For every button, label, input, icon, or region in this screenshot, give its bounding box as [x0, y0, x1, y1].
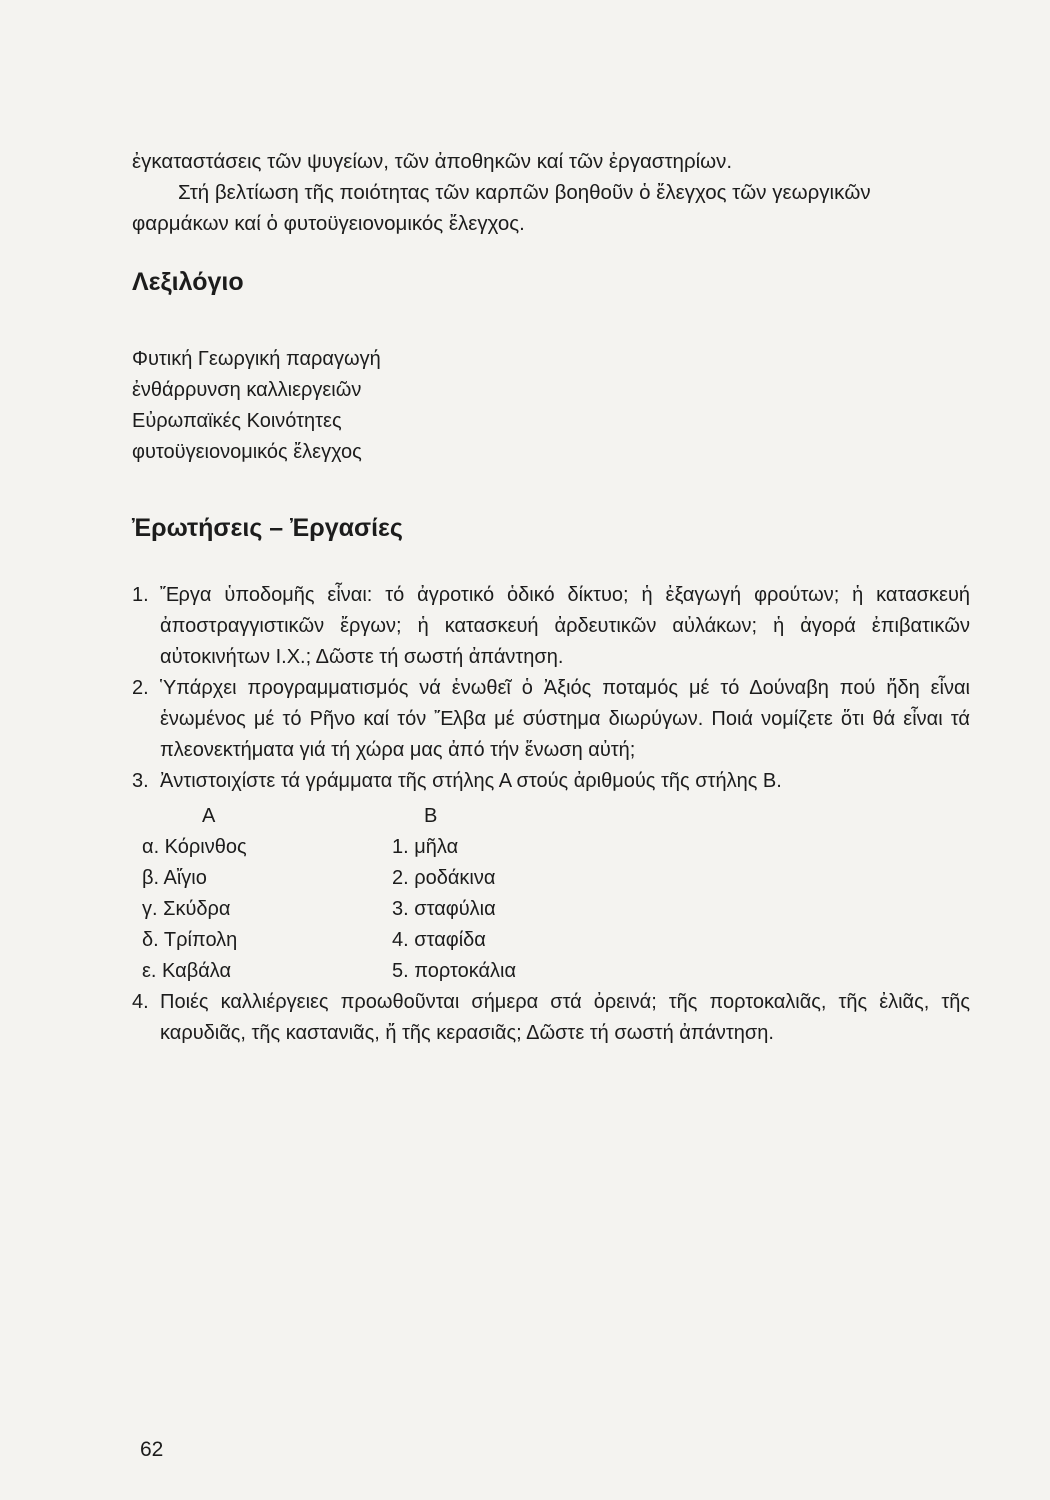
matching-header	[132, 801, 970, 832]
vocabulary-item: Φυτική Γεωργική παραγωγή	[132, 348, 381, 370]
matching-row	[132, 832, 970, 863]
questions-heading: Ἐρωτήσεις – Ἐργασίες	[132, 514, 403, 542]
question-number: 2.	[132, 677, 149, 699]
question-2	[132, 673, 970, 766]
matching-row	[132, 925, 970, 956]
column-a-item: γ. Σκύδρα	[142, 898, 231, 920]
column-a-item: ε. Καβάλα	[142, 960, 232, 982]
intro-line: ἐγκαταστάσεις τῶν ψυγείων, τῶν ἀποθηκῶν καί τῶν ἐργαστηρίων.	[132, 150, 733, 173]
column-a-label: Α	[202, 805, 216, 827]
column-b-label: Β	[424, 805, 438, 827]
column-a-item: α. Κόρινθος	[142, 836, 247, 858]
vocabulary-list	[132, 344, 381, 468]
question-number: 1.	[132, 584, 149, 606]
question-text: Ἔργα ὑποδομῆς εἶναι: τό ἀγροτικό ὁδικό δίκτυο; ἡ ἐξαγωγή φρούτων; ἡ κατασκευή ἀποστραγγιστικῶν ἔργων; ἡ κατασκευή ἀρδευτικῶν αὐλάκων; ἡ ἀγορά ἐπιβατικῶν αὐτοκινήτων Ι.Χ.; Δῶστε τή σωστή ἀπάντηση.	[160, 584, 970, 668]
intro-text	[132, 146, 972, 239]
question-number: 3.	[132, 770, 149, 792]
vocabulary-item: ἐνθάρρυνση καλλιεργειῶν	[132, 379, 362, 401]
questions-list	[132, 580, 970, 1049]
column-b-item: 3. σταφύλια	[392, 898, 496, 920]
matching-row	[132, 956, 970, 987]
column-a-item: β. Αἴγιο	[142, 867, 207, 889]
column-b-item: 1. μῆλα	[392, 836, 459, 858]
intro-paragraph: Στή βελτίωση τῆς ποιότητας τῶν καρπῶν βοηθοῦν ὁ ἔλεγχος τῶν γεωργικῶν φαρμάκων καί ὁ φυτοϋγειονομικός ἔλεγχος.	[132, 181, 871, 235]
column-a-item: δ. Τρίπολη	[142, 929, 238, 951]
column-b-item: 4. σταφίδα	[392, 929, 486, 951]
question-1	[132, 580, 970, 673]
vocabulary-item: φυτοϋγειονομικός ἔλεγχος	[132, 441, 362, 463]
question-4	[132, 987, 970, 1049]
vocabulary-item: Εὐρωπαϊκές Κοινότητες	[132, 410, 342, 432]
matching-row	[132, 894, 970, 925]
question-text: Ἀντιστοιχίστε τά γράμματα τῆς στήλης Α στούς ἀριθμούς τῆς στήλης Β.	[160, 770, 782, 792]
column-b-item: 2. ροδάκινα	[392, 867, 496, 889]
matching-table	[132, 801, 970, 987]
question-number: 4.	[132, 991, 149, 1013]
matching-row	[132, 863, 970, 894]
page-number: 62	[140, 1438, 164, 1461]
question-text: Ποιές καλλιέργειες προωθοῦνται σήμερα στά ὀρεινά; τῆς πορτοκαλιᾶς, τῆς ἐλιᾶς, τῆς καρυδιᾶς, τῆς καστανιᾶς, ἤ τῆς κερασιᾶς; Δῶστε τή σωστή ἀπάντηση.	[160, 991, 970, 1044]
column-b-item: 5. πορτοκάλια	[392, 960, 517, 982]
question-3	[132, 766, 970, 797]
vocabulary-heading: Λεξιλόγιο	[132, 268, 244, 296]
question-text: Ὑπάρχει προγραμματισμός νά ἑνωθεῖ ὁ Ἀξιός ποταμός μέ τό Δούναβη πού ἤδη εἶναι ἑνωμένος μέ τό Ρῆνο καί τόν Ἔλβα μέ σύστημα διωρύγων. Ποιά νομίζετε ὅτι θά εἶναι τά πλεονεκτήματα γιά τή χώρα μας ἀπό τήν ἕνωση αὐτή;	[160, 677, 970, 761]
